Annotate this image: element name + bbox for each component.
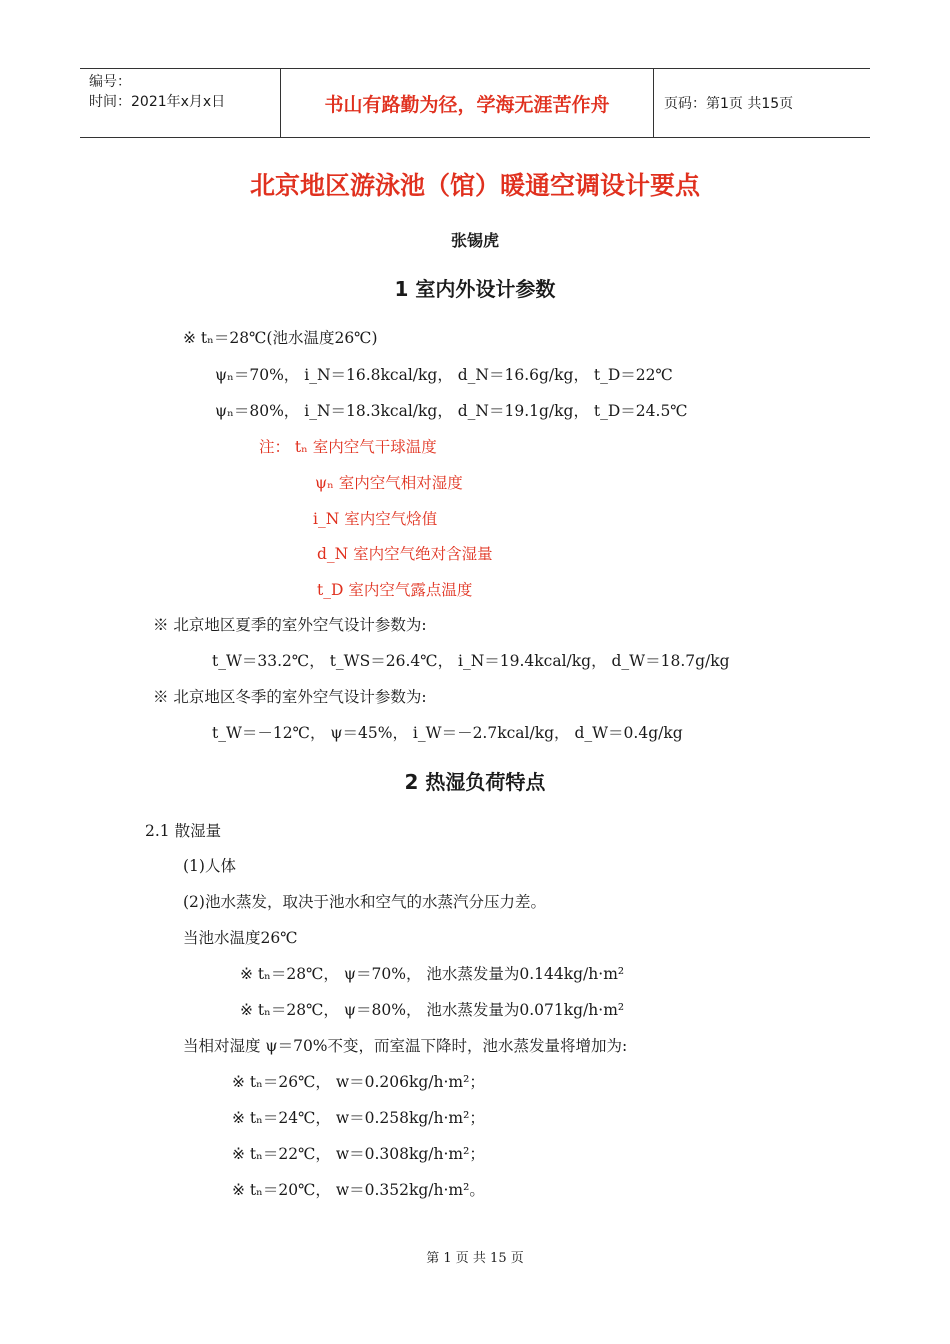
indoor-param-line: ψₙ＝80%， i_N＝18.3kcal/kg， d_N＝19.1g/kg， t_D＝24.5℃ <box>215 402 688 420</box>
note-line: ψₙ 室内空气相对湿度 <box>315 474 463 492</box>
note-line: d_N 室内空气绝对含湿量 <box>317 545 493 563</box>
header-motto: 书山有路勤为径，学海无涯苦作舟 <box>281 69 654 137</box>
humidity-note: 当相对湿度 ψ＝70%不变，而室温下降时，池水蒸发量将增加为: <box>183 1037 628 1055</box>
header-number: 编号： <box>89 74 131 90</box>
header-page-info: 页码：第1页 共15页 <box>664 96 794 112</box>
header-meta <box>80 69 281 137</box>
summer-label: ※ 北京地区夏季的室外空气设计参数为: <box>153 616 427 634</box>
page-footer: 第 1 页 共 15 页 <box>426 1251 524 1266</box>
document-title: 北京地区游泳池（馆）暖通空调设计要点 <box>249 171 700 200</box>
subsection-heading: 2.1 散湿量 <box>145 822 222 840</box>
rate-line: ※ tₙ＝22℃， w＝0.308kg/h·m²； <box>232 1145 485 1163</box>
section-2-heading: 2 热湿负荷特点 <box>404 770 546 794</box>
page-header <box>80 68 870 138</box>
evaporation-line: ※ tₙ＝28℃， ψ＝80%， 池水蒸发量为0.071kg/h·m² <box>240 1001 625 1019</box>
note-line: i_N 室内空气焓值 <box>313 510 438 528</box>
section-1-heading: 1 室内外设计参数 <box>394 277 556 301</box>
list-item: 当池水温度26℃ <box>183 929 298 947</box>
rate-line: ※ tₙ＝26℃， w＝0.206kg/h·m²； <box>232 1073 485 1091</box>
evaporation-line: ※ tₙ＝28℃， ψ＝70%， 池水蒸发量为0.144kg/h·m² <box>240 965 625 983</box>
rate-line: ※ tₙ＝20℃， w＝0.352kg/h·m²。 <box>232 1181 485 1199</box>
header-time: 时间：2021年x月x日 <box>89 94 226 110</box>
author: 张锡虎 <box>450 231 499 250</box>
indoor-param-line: ψₙ＝70%， i_N＝16.8kcal/kg， d_N＝16.6g/kg， t_D＝22℃ <box>215 366 673 384</box>
winter-values: t_W＝－12℃， ψ＝45%， i_W＝－2.7kcal/kg， d_W＝0.4g/kg <box>212 724 683 742</box>
indoor-param-line: ※ tₙ＝28℃(池水温度26℃) <box>183 329 378 347</box>
note-line: t_D 室内空气露点温度 <box>317 581 473 599</box>
winter-label: ※ 北京地区冬季的室外空气设计参数为: <box>153 688 427 706</box>
note-line: 注： tₙ 室内空气干球温度 <box>259 438 437 456</box>
list-item: (2)池水蒸发，取决于池水和空气的水蒸汽分压力差。 <box>183 893 546 911</box>
summer-values: t_W＝33.2℃， t_WS＝26.4℃， i_N＝19.4kcal/kg， d_W＝18.7g/kg <box>212 652 730 670</box>
list-item: (1)人体 <box>183 857 236 875</box>
rate-line: ※ tₙ＝24℃， w＝0.258kg/h·m²； <box>232 1109 485 1127</box>
